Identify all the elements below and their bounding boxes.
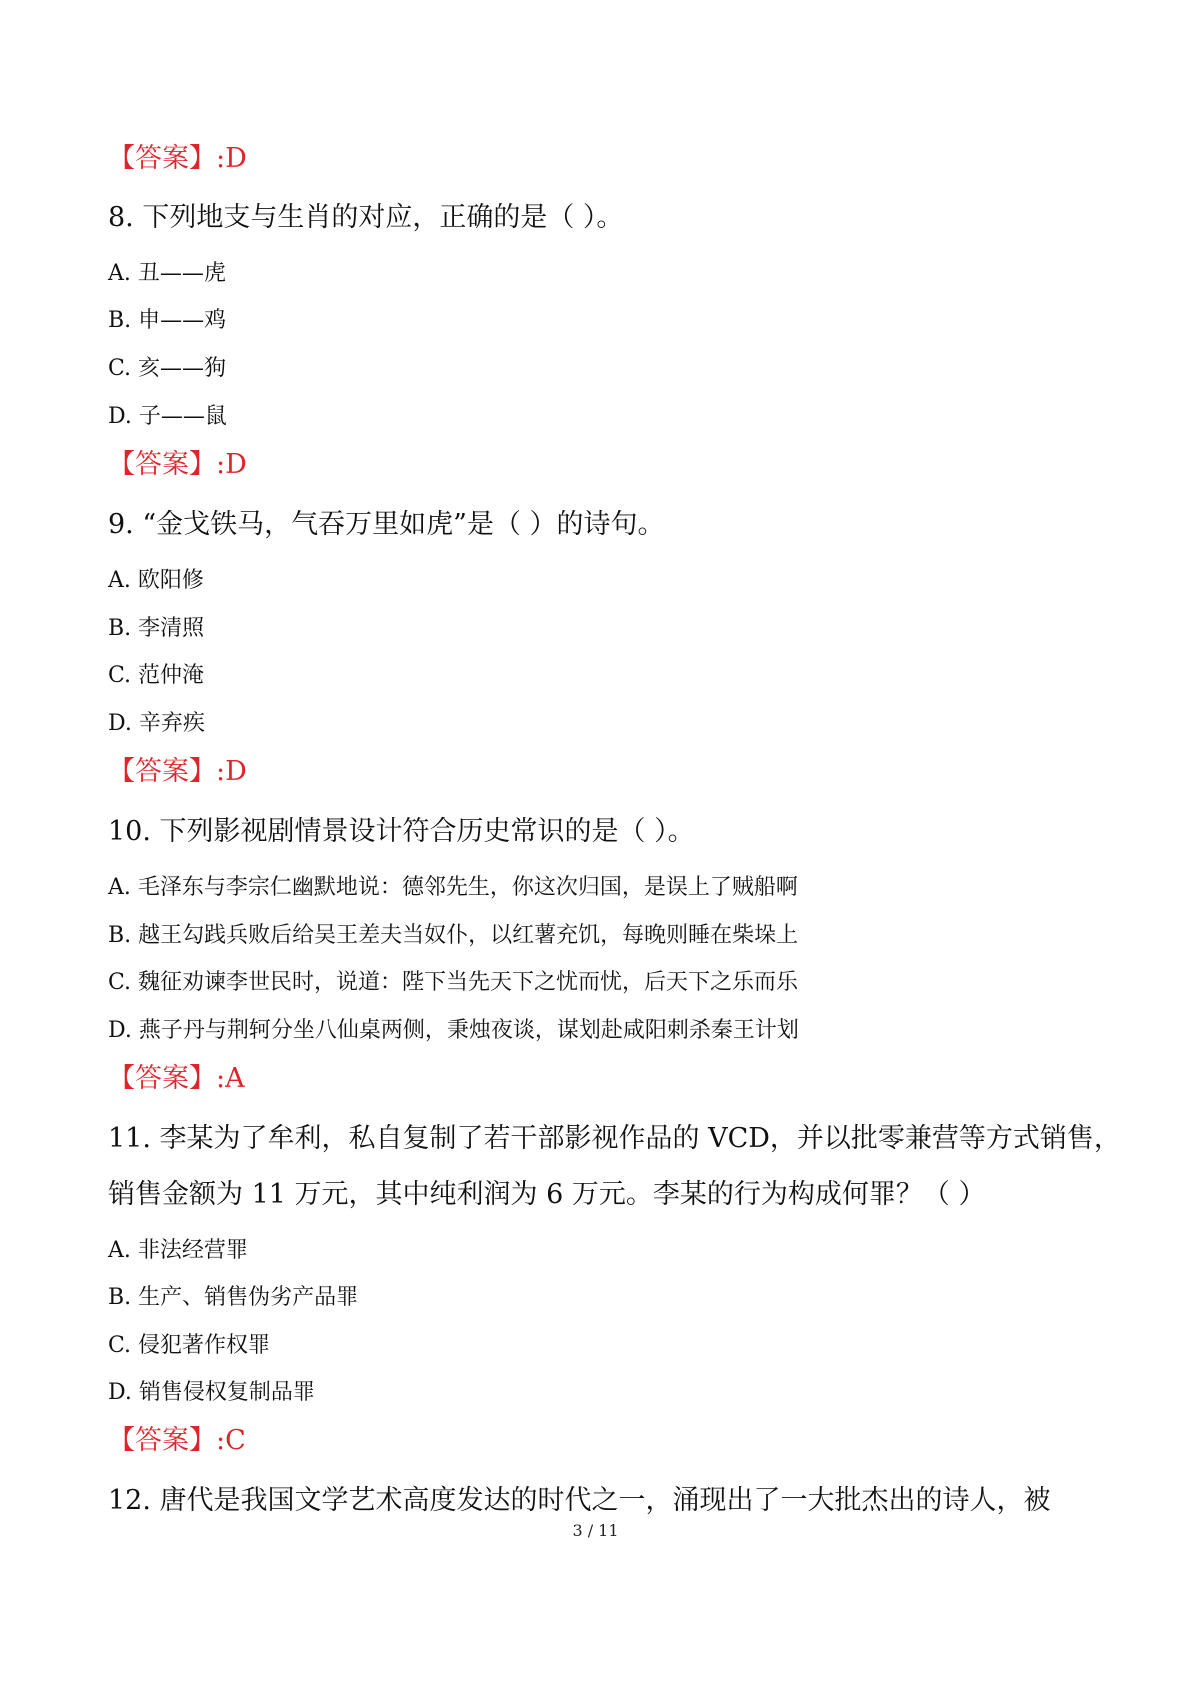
answer-10 — [108, 1062, 245, 1096]
question-8: 8. 下列地支与生肖的对应，正确的是（ ）。 — [108, 202, 624, 233]
question-11-line-2: 销售金额为 11 万元，其中纯利润为 6 万元。李某的行为构成何罪？（ ） — [108, 1179, 986, 1210]
question-10-option-a: A. 毛泽东与李宗仁幽默地说：德邻先生，你这次归国，是误上了贼船啊 — [108, 875, 798, 900]
answer-value: D — [225, 449, 247, 480]
question-11-option-b: B. 生产、销售伪劣产品罪 — [108, 1285, 359, 1310]
answer-7 — [108, 142, 247, 176]
question-10-option-c: C. 魏征劝谏李世民时，说道：陛下当先天下之忧而忧，后天下之乐而乐 — [108, 970, 799, 995]
question-8-option-b: B. 申——鸡 — [108, 308, 227, 333]
question-9-option-d: D. 辛弃疾 — [108, 711, 205, 736]
question-9: 9. “金戈铁马，气吞万里如虎”是（ ）的诗句。 — [108, 509, 665, 540]
answer-9 — [108, 755, 247, 789]
answer-value: D — [225, 756, 247, 787]
answer-label: 【答案】: — [108, 143, 226, 174]
question-9-option-a: A. 欧阳修 — [108, 568, 204, 593]
question-11-option-c: C. 侵犯著作权罪 — [108, 1333, 271, 1358]
answer-value: A — [225, 1063, 245, 1094]
question-12: 12. 唐代是我国文学艺术高度发达的时代之一，涌现出了一大批杰出的诗人，被 — [108, 1485, 1051, 1516]
question-11-option-d: D. 销售侵权复制品罪 — [108, 1380, 315, 1405]
question-8-option-a: A. 丑——虎 — [108, 261, 226, 286]
question-9-option-b: B. 李清照 — [108, 616, 205, 641]
answer-label: 【答案】: — [108, 1063, 226, 1094]
answer-8 — [108, 448, 247, 482]
answer-label: 【答案】: — [108, 756, 226, 787]
question-9-option-c: C. 范仲淹 — [108, 663, 205, 688]
answer-label: 【答案】: — [108, 449, 226, 480]
question-10-option-d: D. 燕子丹与荆轲分坐八仙桌两侧，秉烛夜谈，谋划赴咸阳刺杀秦王计划 — [108, 1018, 799, 1043]
question-11-option-a: A. 非法经营罪 — [108, 1238, 248, 1263]
question-8-option-d: D. 子——鼠 — [108, 404, 227, 429]
answer-value: C — [225, 1425, 246, 1456]
question-10-option-b: B. 越王勾践兵败后给吴王差夫当奴仆，以红薯充饥，每晚则睡在柴垛上 — [108, 923, 799, 948]
answer-label: 【答案】: — [108, 1425, 226, 1456]
page-number: 3 / 11 — [572, 1521, 619, 1540]
answer-value: D — [225, 143, 247, 174]
question-11-line-1: 11. 李某为了牟利，私自复制了若干部影视作品的 VCD，并以批零兼营等方式销售， — [108, 1123, 1121, 1154]
question-10: 10. 下列影视剧情景设计符合历史常识的是（ ）。 — [108, 816, 695, 847]
answer-11 — [108, 1424, 246, 1458]
question-8-option-c: C. 亥——狗 — [108, 356, 227, 381]
